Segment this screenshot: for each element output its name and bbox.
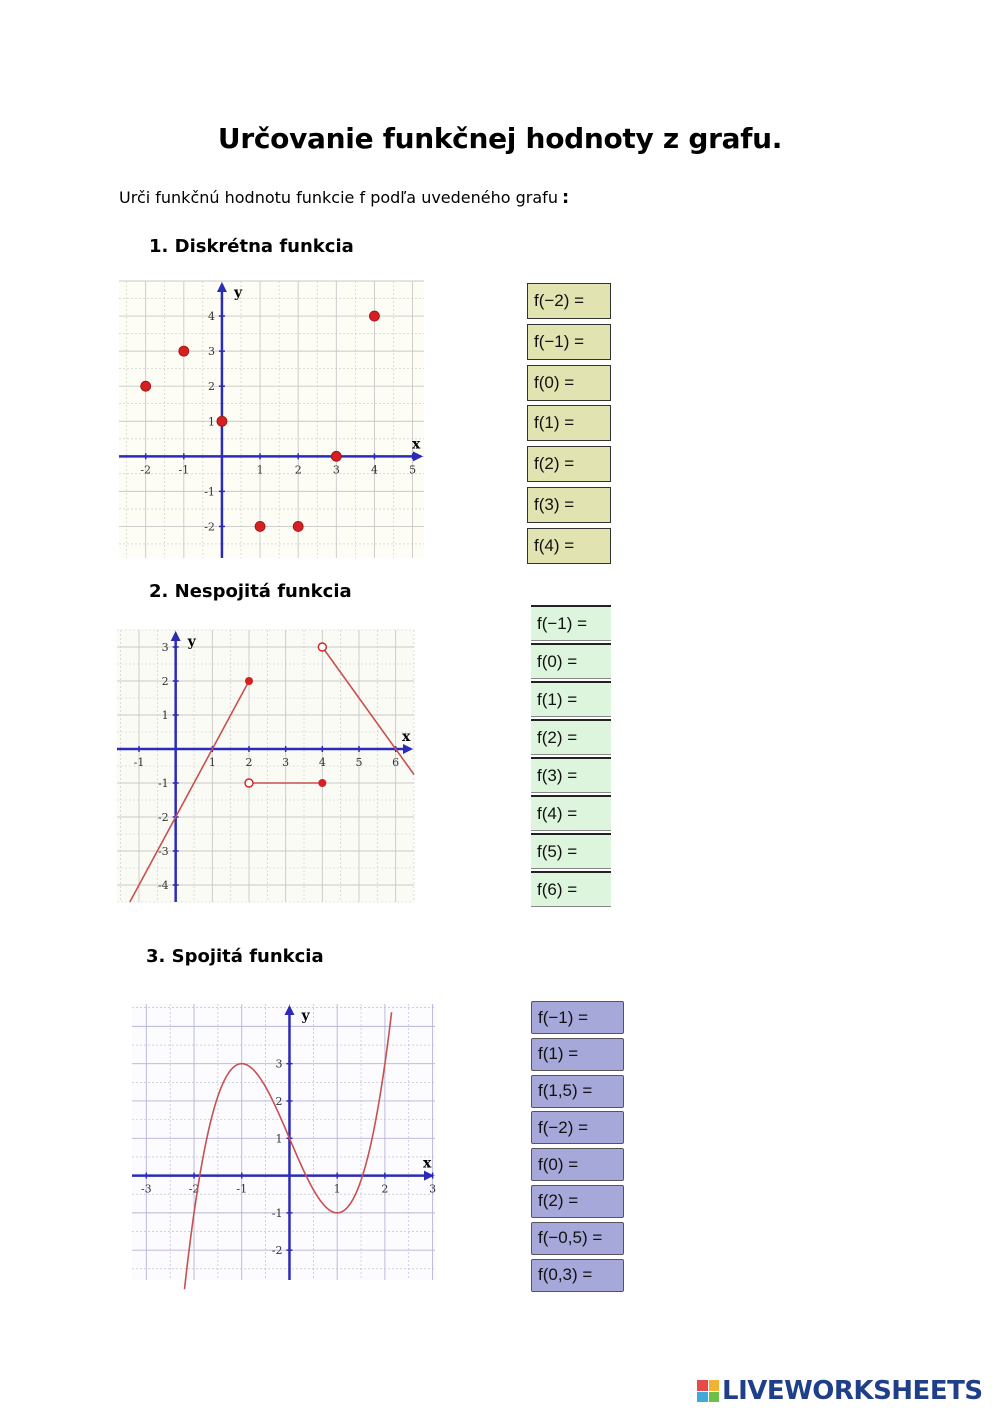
x-tick-label: 4 (318, 756, 326, 769)
logo-mark-icon (697, 1380, 719, 1402)
y-tick-label: -1 (157, 777, 169, 790)
data-point (369, 311, 379, 321)
answer-box-label: f(2) = (534, 454, 575, 474)
closed-endpoint (318, 779, 326, 787)
answer-box-label: f(4) = (534, 535, 575, 555)
page-title: Určovanie funkčnej hodnoty z grafu. (217, 122, 783, 155)
answer-box[interactable] (531, 1185, 624, 1218)
y-tick-label: 3 (275, 1057, 283, 1071)
answer-box-label: f(1,5) = (538, 1081, 593, 1101)
x-tick-label: -2 (140, 463, 152, 477)
data-point (141, 381, 151, 391)
answer-box-label: f(−1) = (537, 613, 588, 633)
x-axis-label: x (423, 1155, 432, 1172)
data-point (293, 521, 303, 531)
section-heading-3: 3. Spojitá funkcia (146, 946, 324, 967)
data-point (331, 451, 341, 461)
liveworksheets-logo (697, 1376, 983, 1406)
answer-box[interactable] (531, 871, 611, 907)
x-tick-label: 5 (355, 756, 363, 769)
data-point (255, 521, 265, 531)
graph-continuous (132, 1004, 435, 1280)
graph-discrete (119, 281, 424, 558)
answer-box[interactable] (531, 795, 611, 831)
y-tick-label: 3 (207, 345, 215, 359)
answer-box-label: f(0) = (537, 651, 578, 671)
answer-box[interactable] (527, 365, 611, 401)
answer-box[interactable] (527, 487, 611, 523)
y-tick-label: -1 (204, 485, 215, 499)
x-tick-label: 5 (409, 463, 417, 477)
answer-box-label: f(0,3) = (538, 1265, 593, 1285)
y-tick-label: 2 (275, 1094, 283, 1108)
y-tick-label: -2 (204, 520, 215, 534)
answer-box[interactable] (531, 1111, 624, 1144)
y-tick-label: -2 (271, 1244, 283, 1258)
x-tick-label: 2 (381, 1182, 389, 1196)
y-tick-label: 1 (275, 1132, 283, 1146)
y-axis-label: y (301, 1008, 310, 1024)
answer-box-label: f(1) = (534, 413, 575, 433)
answer-box[interactable] (527, 324, 611, 360)
section-heading-2: 2. Nespojitá funkcia (149, 581, 352, 602)
answer-box-label: f(5) = (537, 841, 578, 861)
open-endpoint (245, 779, 253, 787)
answer-box-label: f(−2) = (534, 291, 585, 310)
answer-box[interactable] (531, 757, 611, 793)
instruction-colon: : (561, 187, 570, 208)
section-heading-1: 1. Diskrétna funkcia (149, 236, 354, 257)
x-axis-label: x (412, 436, 421, 453)
data-point (217, 416, 227, 426)
x-tick-label: 1 (333, 1182, 341, 1196)
answer-box-label: f(3) = (534, 494, 575, 514)
x-tick-label: -1 (133, 756, 145, 769)
y-tick-label: 3 (161, 641, 169, 654)
answer-box[interactable] (531, 1222, 624, 1255)
chart-background (132, 1004, 435, 1280)
answer-box[interactable] (531, 681, 611, 717)
x-tick-label: -1 (236, 1182, 248, 1196)
answer-box[interactable] (531, 1038, 624, 1071)
answer-box-label: f(2) = (537, 727, 578, 747)
instruction (119, 187, 569, 208)
open-endpoint (318, 643, 326, 651)
x-tick-label: -2 (188, 1182, 200, 1196)
x-tick-label: -1 (178, 463, 190, 477)
answer-box-label: f(−1) = (534, 331, 585, 351)
y-tick-label: 2 (161, 675, 169, 688)
answer-box[interactable] (531, 1075, 624, 1108)
y-tick-label: 1 (207, 415, 215, 429)
answer-box-label: f(1) = (538, 1044, 579, 1064)
instruction-text: Urči funkčnú hodnotu funkcie f podľa uvedeného grafu (119, 188, 558, 207)
x-tick-label: 3 (429, 1182, 437, 1196)
answer-box-label: f(6) = (537, 879, 578, 899)
x-tick-label: 4 (370, 463, 378, 477)
answer-box[interactable] (531, 719, 611, 755)
y-tick-label: -3 (157, 845, 169, 858)
x-axis-label: x (402, 729, 411, 745)
answer-box[interactable] (527, 528, 611, 564)
answer-box-label: f(−2) = (538, 1117, 589, 1137)
answer-box-label: f(3) = (537, 765, 578, 785)
answer-box-label: f(−0,5) = (538, 1228, 603, 1248)
y-tick-label: 4 (207, 310, 215, 324)
x-tick-label: 6 (392, 756, 400, 769)
answer-box[interactable] (531, 1259, 624, 1292)
graph-discontinuous (117, 630, 414, 902)
y-axis-label: y (233, 285, 243, 301)
y-axis-label: y (187, 634, 196, 650)
answer-boxes-1 (527, 283, 611, 569)
x-tick-label: -3 (140, 1182, 152, 1196)
answer-boxes-3 (531, 1001, 624, 1295)
x-tick-label: 3 (332, 463, 340, 477)
x-tick-label: 1 (208, 756, 216, 769)
x-tick-label: 2 (245, 756, 253, 769)
answer-box[interactable] (531, 605, 611, 641)
x-tick-label: 1 (256, 463, 264, 477)
y-tick-label: -2 (157, 811, 169, 824)
closed-endpoint (245, 677, 253, 685)
logo-text: LIVEWORKSHEETS (722, 1376, 983, 1406)
y-tick-label: -1 (271, 1206, 283, 1220)
answer-box[interactable] (527, 446, 611, 482)
answer-box-label: f(0) = (538, 1154, 579, 1174)
answer-box-label: f(4) = (537, 803, 578, 823)
data-point (179, 346, 189, 356)
answer-box[interactable] (527, 283, 611, 319)
answer-box-label: f(−1) = (538, 1007, 589, 1027)
answer-boxes-2 (531, 605, 611, 909)
x-tick-label: 2 (294, 463, 302, 477)
answer-box[interactable] (531, 833, 611, 869)
answer-box[interactable] (531, 1001, 624, 1034)
x-tick-label: 3 (282, 756, 290, 769)
y-tick-label: 1 (161, 709, 169, 722)
y-tick-label: -4 (157, 879, 169, 892)
y-tick-label: 2 (207, 380, 215, 394)
answer-box[interactable] (531, 643, 611, 679)
answer-box[interactable] (527, 405, 611, 441)
answer-box[interactable] (531, 1148, 624, 1181)
answer-box-label: f(2) = (538, 1191, 579, 1211)
answer-box-label: f(1) = (537, 689, 578, 709)
answer-box-label: f(0) = (534, 372, 575, 392)
